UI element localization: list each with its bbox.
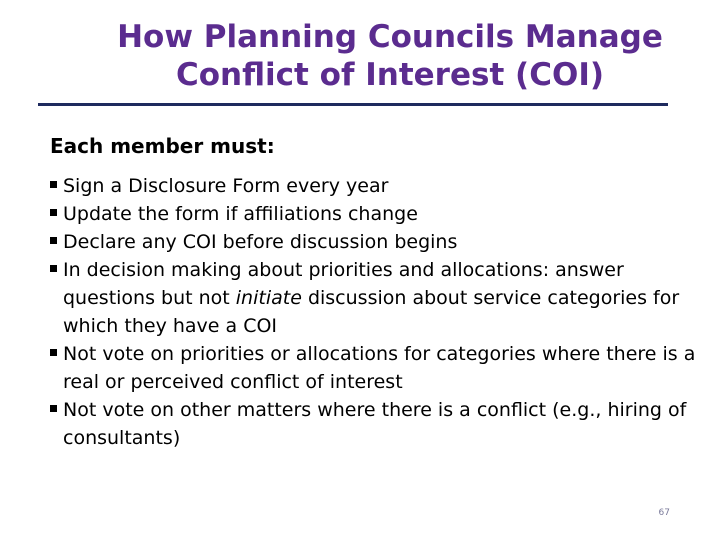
bullet-text: Not vote on other matters where there is a conflict (e.g., hiring of consultants) bbox=[63, 399, 687, 449]
slide-title-line-2: Conflict of Interest (COI) bbox=[175, 57, 605, 93]
slide-title-line-1: How Planning Councils Manage bbox=[117, 19, 663, 55]
square-bullet-icon bbox=[50, 265, 57, 272]
bullet-text: Update the form if affiliations change bbox=[63, 203, 418, 225]
bullet-item-decision-making bbox=[50, 256, 700, 340]
bullet-text: Not vote on priorities or allocations for categories where there is a real or perceived conflict of interest bbox=[63, 343, 696, 393]
lead-heading: Each member must: bbox=[50, 134, 275, 158]
bullet-item-sign-disclosure bbox=[50, 172, 700, 200]
square-bullet-icon bbox=[50, 405, 57, 412]
slide-title bbox=[70, 18, 710, 94]
bullet-item-declare-coi bbox=[50, 228, 700, 256]
square-bullet-icon bbox=[50, 237, 57, 244]
page-number: 67 bbox=[658, 508, 670, 518]
square-bullet-icon bbox=[50, 209, 57, 216]
bullet-text: In decision making about priorities and allocations: answer questions but not initiate discussion about service categories for which they have a COI bbox=[63, 259, 680, 337]
square-bullet-icon bbox=[50, 181, 57, 188]
bullet-item-not-vote-other bbox=[50, 396, 700, 452]
title-underline-divider bbox=[38, 103, 668, 106]
square-bullet-icon bbox=[50, 349, 57, 356]
slide-body bbox=[50, 132, 700, 452]
bullet-list bbox=[50, 172, 700, 452]
bullet-item-not-vote-priorities bbox=[50, 340, 700, 396]
bullet-text: Declare any COI before discussion begins bbox=[63, 231, 458, 253]
emphasis-initiate: initiate bbox=[235, 287, 302, 309]
bullet-item-update-form bbox=[50, 200, 700, 228]
bullet-text: Sign a Disclosure Form every year bbox=[63, 175, 389, 197]
